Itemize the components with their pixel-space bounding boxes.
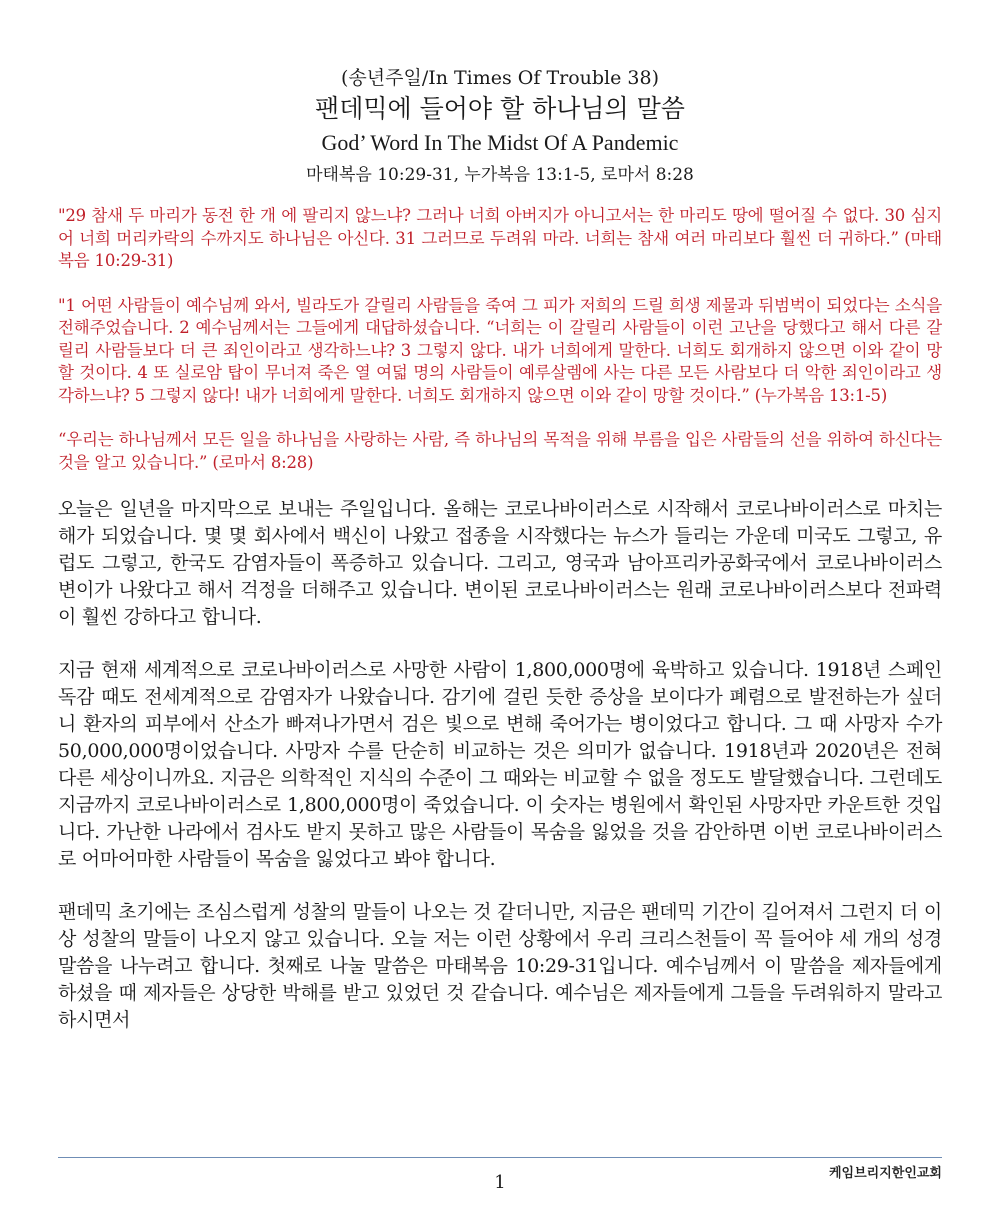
page-number: 1 [494, 1172, 506, 1193]
body-paragraph: 오늘은 일년을 마지막으로 보내는 주일입니다. 올해는 코로나바이러스로 시작해서 코로나바이러스로 마치는 해가 되었습니다. 몇 몇 회사에서 백신이 나왔고 접종을 시작했다는 뉴스가 들리는 가운데 미국도 그렇고, 유럽도 그렇고, 한국도 감염자들이 폭증하고 있습니다. 그리고, 영국과 남아프리카공화국에서 코로나바이러스 변이가 나왔다고 해서 걱정을 더해주고 있습니다. 변이된 코로나바이러스는 원래 코로나바이러스보다 전파력이 훨씬 강하다고 합니다. [58, 498, 942, 628]
series-subtitle: (송년주일/In Times Of Trouble 38) [340, 67, 659, 89]
sermon-content [58, 205, 942, 1060]
scripture-passage-romans: “우리는 하나님께서 모든 일을 하나님을 사랑하는 사람, 즉 하나님의 목적을 위해 부름을 입은 사람들의 선을 위하여 하신다는 것을 알고 있습니다.” (로마서 8:28) [58, 430, 942, 472]
sermon-header [0, 66, 1000, 186]
scripture-references: 마태복음 10:29-31, 누가복음 13:1-5, 로마서 8:28 [306, 164, 694, 185]
church-name: 케임브리지한인교회 [828, 1166, 942, 1181]
scripture-passage-luke: "1 어떤 사람들이 예수님께 와서, 빌라도가 갈릴리 사람들을 죽여 그 피가 저희의 드릴 희생 제물과 뒤범벅이 되었다는 소식을 전해주었습니다. 2 예수님께서는 그들에게 대답하셨습니다. “너희는 이 갈릴리 사람들이 이런 고난을 당했다고 해서 다른 갈릴리 사람들보다 더 큰 죄인이라고 생각하느냐? 3 그렇지 않다. 내가 너희에게 말한다. 너희도 회개하지 않으면 이와 같이 망할 것이다. 4 또 실로암 탑이 무너져 죽은 열 여덟 명의 사람들이 예루살렘에 사는 다른 모든 사람보다 더 악한 죄인이라고 생각하느냐? 5 그렇지 않다! 내가 너희에게 말한다. 너희도 회개하지 않으면 이와 같이 망할 것이다.” (누가복음 13:1-5) [58, 295, 942, 405]
body-paragraph: 팬데믹 초기에는 조심스럽게 성찰의 말들이 나오는 것 같더니만, 지금은 팬데믹 기간이 길어져서 그런지 더 이상 성찰의 말들이 나오지 않고 있습니다. 오늘 저는 이런 상황에서 우리 크리스천들이 꼭 들어야 세 개의 성경 말씀을 나누려고 합니다. 첫째로 나눌 말씀은 마태복음 10:29-31입니다. 예수님께서 이 말씀을 제자들에게 하셨을 때 제자들은 상당한 박해를 받고 있었던 것 같습니다. 예수님은 제자들에게 그들을 두려워하지 말라고 하시면서 [58, 901, 942, 1031]
footer-divider [58, 1157, 942, 1158]
title-english: God’ Word In The Midst Of A Pandemic [321, 130, 679, 156]
title-korean: 팬데믹에 들어야 할 하나님의 말씀 [315, 93, 685, 123]
scripture-passage-matthew: "29 참새 두 마리가 동전 한 개 에 팔리지 않느냐? 그러나 너희 아버지가 아니고서는 한 마리도 땅에 떨어질 수 없다. 30 심지어 너희 머리카락의 수까지도 하나님은 아신다. 31 그러므로 두려워 마라. 너희는 참새 여러 마리보다 훨씬 더 귀하다.” (마태복음 10:29-31) [58, 206, 942, 270]
body-paragraph: 지금 현재 세계적으로 코로나바이러스로 사망한 사람이 1,800,000명에 육박하고 있습니다. 1918년 스페인 독감 때도 전세계적으로 감염자가 나왔습니다. 감기에 걸린 듯한 증상을 보이다가 폐렴으로 발전하는가 싶더니 환자의 피부에서 산소가 빠져나가면서 검은 빛으로 변해 죽어가는 병이었다고 합니다. 그 때 사망자 수가 50,000,000명이었습니다. 사망자 수를 단순히 비교하는 것은 의미가 없습니다. 1918년과 2020년은 전혀 다른 세상이니까요. 지금은 의학적인 지식의 수준이 그 때와는 비교할 수 없을 정도도 발달했습니다. 그런데도 지금까지 코로나바이러스로 1,800,000명이 죽었습니다. 이 숫자는 병원에서 확인된 사망자만 카운트한 것입니다. 가난한 나라에서 검사도 받지 못하고 많은 사람들이 목숨을 잃었을 것을 감안하면 이번 코로나바이러스로 어마어마한 사람들이 목숨을 잃었다고 봐야 합니다. [58, 659, 942, 870]
